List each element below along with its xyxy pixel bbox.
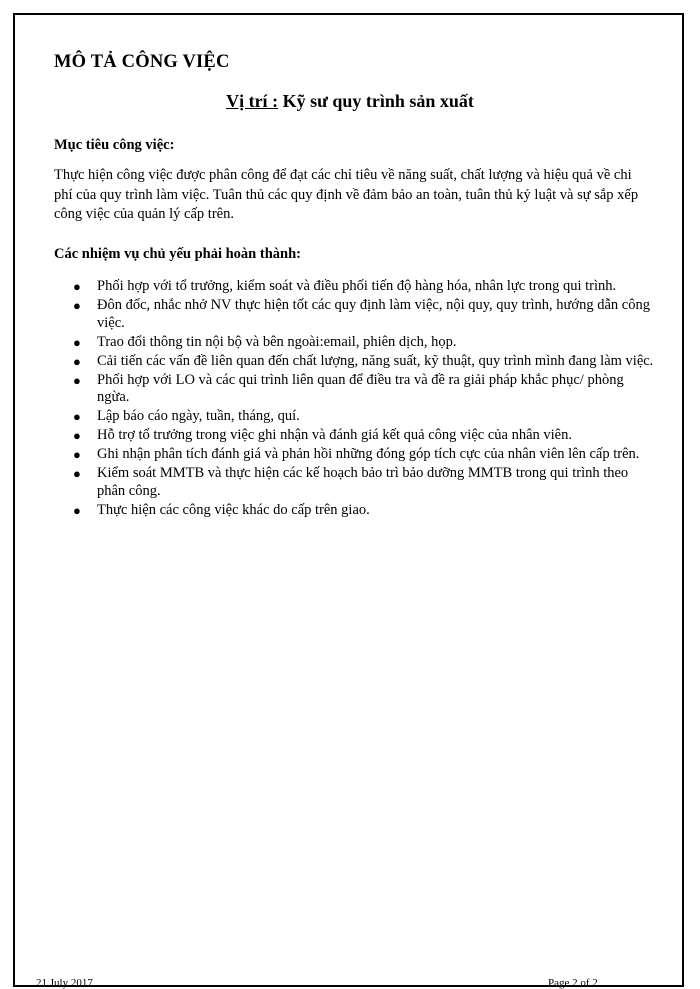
task-text: Thực hiện các công việc khác do cấp trên giao. [97,501,370,518]
task-text: Đôn đốc, nhắc nhở NV thực hiện tốt các quy định làm việc, nội quy, quy trình, hướng dẫn công việc. [97,297,650,331]
list-item [54,408,654,426]
position-value: Kỹ sư quy trình sản xuất [278,91,474,111]
objective-heading: Mục tiêu công việc: [54,137,175,153]
task-text: Ghi nhận phân tích đánh giá và phản hồi những đóng góp tích cực của nhân viên lên cấp trên. [97,446,640,462]
task-text: Lập báo cáo ngày, tuần, tháng, quí. [97,408,300,424]
bullet-icon: ● [73,502,81,518]
footer-date: 21 July 2017 [36,977,93,989]
list-item [54,297,654,332]
task-text: Phối hợp với tổ trưởng, kiểm soát và điều phối tiến độ hàng hóa, nhân lực trong qui trình. [97,278,617,294]
list-item [54,427,654,445]
task-text: Trao đổi thông tin nội bộ và bên ngoài:email, phiên dịch, họp. [97,333,457,350]
bullet-icon: ● [73,466,81,481]
list-item [54,353,654,371]
tasks-heading: Các nhiệm vụ chủ yếu phải hoàn thành: [54,246,301,262]
list-item [54,465,654,500]
list-item [54,502,654,520]
bullet-icon: ● [73,298,81,313]
bullet-icon: ● [73,372,81,388]
bullet-icon: ● [73,447,81,462]
task-text: Kiểm soát MMTB và thực hiện các kế hoạch bảo trì bảo dưỡng MMTB trong qui trình theo phân công. [97,465,629,499]
document-title: MÔ TẢ CÔNG VIỆC [54,52,230,72]
footer-page-number: Page 2 of 2 [548,977,598,989]
bullet-icon: ● [73,279,81,294]
task-text: Cải tiến các vấn đề liên quan đến chất lượng, năng suất, kỹ thuật, quy trình mình đang làm việc. [97,352,654,369]
task-text: Phối hợp với LO và các qui trình liên quan để điều tra và đề ra giải pháp khắc phục/ phòng ngừa. [97,371,624,405]
position-label: Vị trí : [226,91,279,111]
position-line [0,91,700,112]
task-text: Hỗ trợ tổ trưởng trong việc ghi nhận và đánh giá kết quả công việc của nhân viên. [97,427,572,443]
task-list [54,278,654,521]
bullet-icon: ● [73,334,81,350]
bullet-icon: ● [73,428,81,443]
list-item [54,278,654,296]
bullet-icon: ● [73,409,81,424]
list-item [54,446,654,464]
list-item [54,334,654,352]
objective-text: Thực hiện công việc được phân công để đạt các chỉ tiêu về năng suất, chất lượng và hiệu quả về chi phí của quy trình làm việc. Tuân thủ các quy định về đảm bảo an toàn, tuân thủ kỷ luật và sự sắp xếp công việc của quản lý cấp trên. [54,167,639,222]
bullet-icon: ● [73,353,81,369]
list-item [54,372,654,407]
